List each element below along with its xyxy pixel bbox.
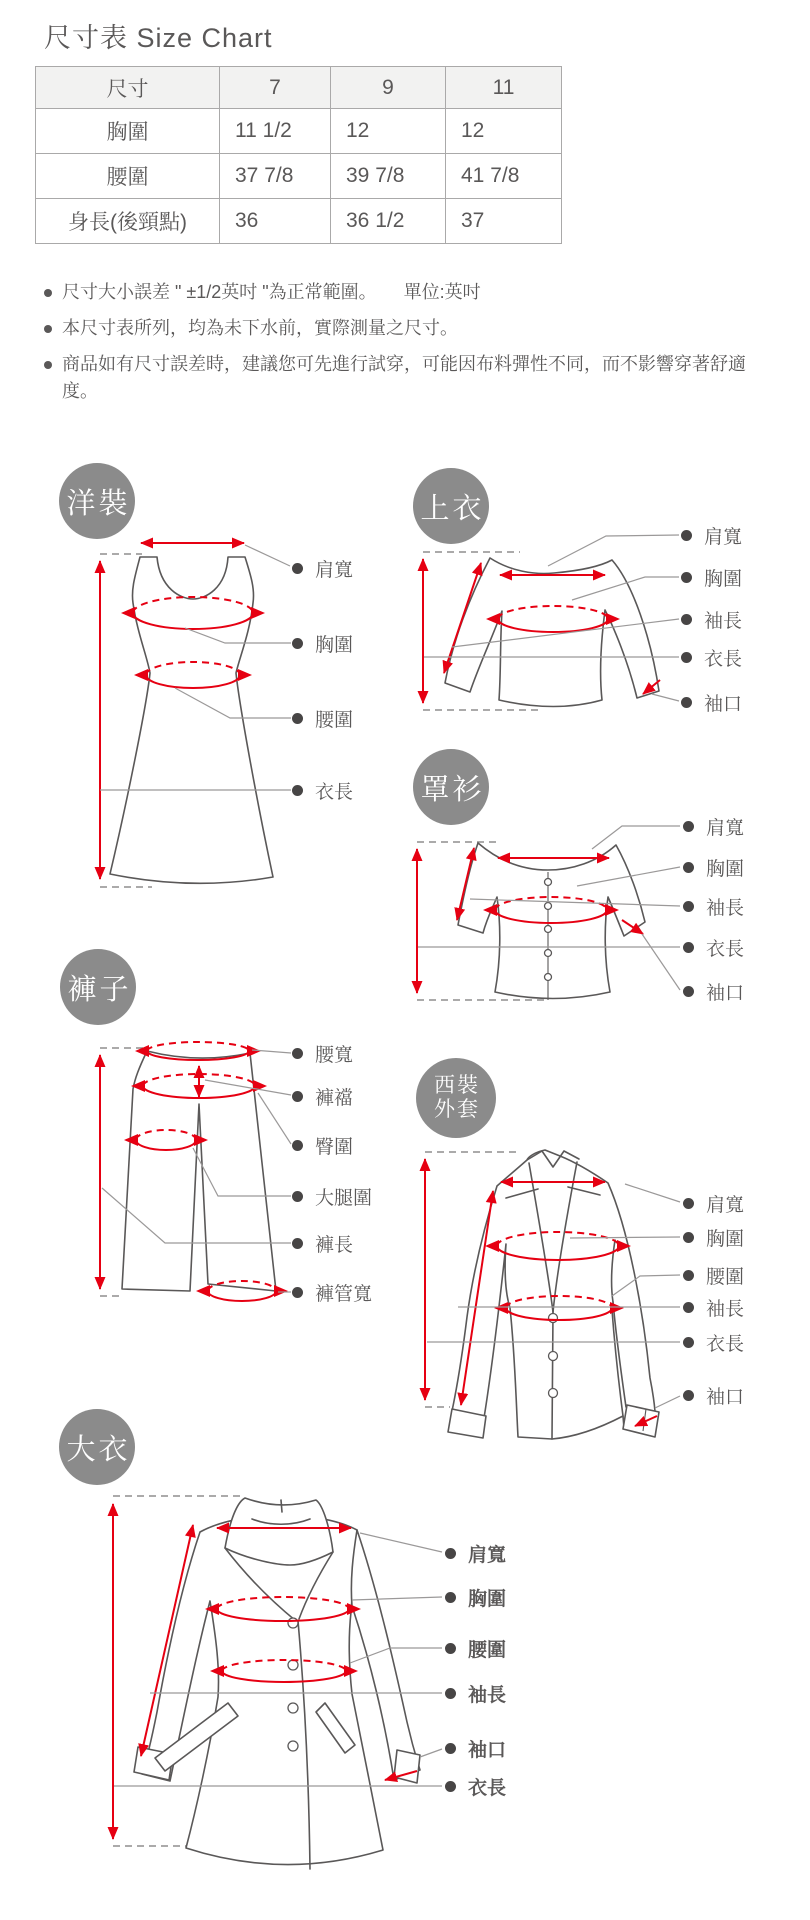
label-dot-icon: [445, 1688, 456, 1699]
jacket-label-length: 衣長: [683, 1331, 744, 1353]
badge-label: 上衣: [420, 492, 485, 525]
blouse-label-shoulder-width: 肩寬: [683, 815, 744, 837]
cell-value: 11 1/2: [220, 109, 331, 154]
label-dot-icon: [683, 1390, 694, 1401]
row-label: 腰圍: [36, 154, 220, 199]
label-dot-icon: [445, 1743, 456, 1754]
blouse-label-length: 衣長: [683, 936, 744, 958]
cell-value: 36: [220, 199, 331, 244]
label-dot-icon: [292, 563, 303, 574]
cell-value: 41 7/8: [446, 154, 562, 199]
note-item: [44, 315, 779, 342]
coat-label-cuff: 袖口: [445, 1737, 506, 1759]
row-label: 胸圍: [36, 109, 220, 154]
label-dot-icon: [292, 1091, 303, 1102]
note-text: 尺寸大小誤差 " ±1/2英吋 "為正常範圍。 單位:英吋: [62, 282, 481, 302]
label-dot-icon: [681, 572, 692, 583]
label-dot-icon: [292, 785, 303, 796]
coat-label-sleeve-length: 袖長: [445, 1682, 506, 1704]
cell-value: 36 1/2: [331, 199, 446, 244]
coat-label-waist: 腰圍: [445, 1637, 506, 1659]
coat-label-length: 衣長: [445, 1775, 506, 1797]
note-text: 本尺寸表所列，均為未下水前，實際測量之尺寸。: [62, 318, 458, 338]
label-dot-icon: [683, 1337, 694, 1348]
coat-diagram: [40, 1455, 485, 1900]
dress-badge: [59, 463, 135, 539]
blouse-label-cuff: 袖口: [683, 980, 744, 1002]
coat-collar: [225, 1498, 333, 1565]
dress-label-chest: 胸圍: [292, 632, 353, 654]
label-dot-icon: [683, 901, 694, 912]
pants-label-leg-opening: 褲管寬: [292, 1281, 372, 1303]
label-dot-icon: [445, 1781, 456, 1792]
size-table: [35, 66, 562, 244]
dress-label-length: 衣長: [292, 779, 353, 801]
bullet-icon: [44, 325, 52, 333]
label-dot-icon: [292, 1238, 303, 1249]
label-dot-icon: [681, 614, 692, 625]
top-label-sleeve-length: 袖長: [681, 608, 742, 630]
coat-label-chest: 胸圍: [445, 1586, 506, 1608]
cell-value: 37: [446, 199, 562, 244]
label-dot-icon: [683, 862, 694, 873]
jacket-label-chest: 胸圍: [683, 1226, 744, 1248]
blouse-label-sleeve-length: 袖長: [683, 895, 744, 917]
badge-label-line2: 外套: [434, 1098, 480, 1121]
badge-label: 大衣: [66, 1433, 131, 1466]
cell-value: 12: [446, 109, 562, 154]
badge-label: 洋裝: [66, 487, 131, 520]
cell-value: 12: [331, 109, 446, 154]
dress-label-shoulder-width: 肩寬: [292, 557, 353, 579]
badge-label: 罩衫: [420, 773, 485, 806]
pants-badge: [60, 949, 136, 1025]
coat-outline: [142, 1515, 383, 1864]
pants-label-waist-width: 腰寬: [292, 1042, 353, 1064]
jacket-label-waist: 腰圍: [683, 1264, 744, 1286]
jacket-badge: [416, 1058, 496, 1138]
jacket-label-cuff: 袖口: [683, 1384, 744, 1406]
cell-value: 37 7/8: [220, 154, 331, 199]
note-item: [44, 279, 779, 306]
top-label-shoulder-width: 肩寬: [681, 524, 742, 546]
label-dot-icon: [683, 942, 694, 953]
badge-label: 褲子: [67, 973, 132, 1006]
jacket-label-sleeve-length: 袖長: [683, 1296, 744, 1318]
label-dot-icon: [445, 1592, 456, 1603]
bullet-icon: [44, 289, 52, 297]
page-title: 尺寸表 Size Chart: [44, 23, 273, 53]
label-dot-icon: [683, 1302, 694, 1313]
pants-label-crotch: 褲襠: [292, 1085, 353, 1107]
label-dot-icon: [681, 530, 692, 541]
top-label-cuff: 袖口: [681, 691, 742, 713]
label-dot-icon: [292, 713, 303, 724]
col-header-11: 11: [446, 67, 562, 109]
bullet-icon: [44, 361, 52, 369]
label-dot-icon: [681, 697, 692, 708]
top-label-length: 衣長: [681, 646, 742, 668]
size-table-header-row: [36, 67, 562, 109]
table-row-body-length: [36, 199, 562, 244]
coat-right-cuff: [394, 1750, 420, 1783]
label-dot-icon: [683, 1270, 694, 1281]
dress-label-waist: 腰圍: [292, 707, 353, 729]
label-dot-icon: [445, 1643, 456, 1654]
label-dot-icon: [292, 1140, 303, 1151]
label-dot-icon: [683, 1198, 694, 1209]
blouse-badge: [413, 749, 489, 825]
table-row-waist: [36, 154, 562, 199]
col-header-size: 尺寸: [36, 67, 220, 109]
cell-value: 39 7/8: [331, 154, 446, 199]
blouse-label-chest: 胸圍: [683, 856, 744, 878]
label-dot-icon: [292, 1048, 303, 1059]
note-item: [44, 351, 779, 405]
label-dot-icon: [683, 1232, 694, 1243]
col-header-7: 7: [220, 67, 331, 109]
pants-label-length: 褲長: [292, 1232, 353, 1254]
label-dot-icon: [683, 821, 694, 832]
label-dot-icon: [292, 1287, 303, 1298]
col-header-9: 9: [331, 67, 446, 109]
label-dot-icon: [292, 1191, 303, 1202]
label-dot-icon: [292, 638, 303, 649]
coat-label-shoulder-width: 肩寬: [445, 1542, 506, 1564]
badge-label-line1: 西裝: [434, 1074, 480, 1097]
label-dot-icon: [683, 986, 694, 997]
label-dot-icon: [445, 1548, 456, 1559]
pants-label-thigh: 大腿圍: [292, 1185, 372, 1207]
coat-badge: [59, 1409, 135, 1485]
pants-label-hip: 臀圍: [292, 1134, 353, 1156]
top-label-chest: 胸圍: [681, 566, 742, 588]
jacket-label-shoulder-width: 肩寬: [683, 1192, 744, 1214]
label-dot-icon: [681, 652, 692, 663]
row-label: 身長(後頸點): [36, 199, 220, 244]
top-badge: [413, 468, 489, 544]
note-text: 商品如有尺寸誤差時，建議您可先進行試穿，可能因布料彈性不同，而不影響穿著舒適度。: [62, 354, 746, 401]
table-row-chest: [36, 109, 562, 154]
